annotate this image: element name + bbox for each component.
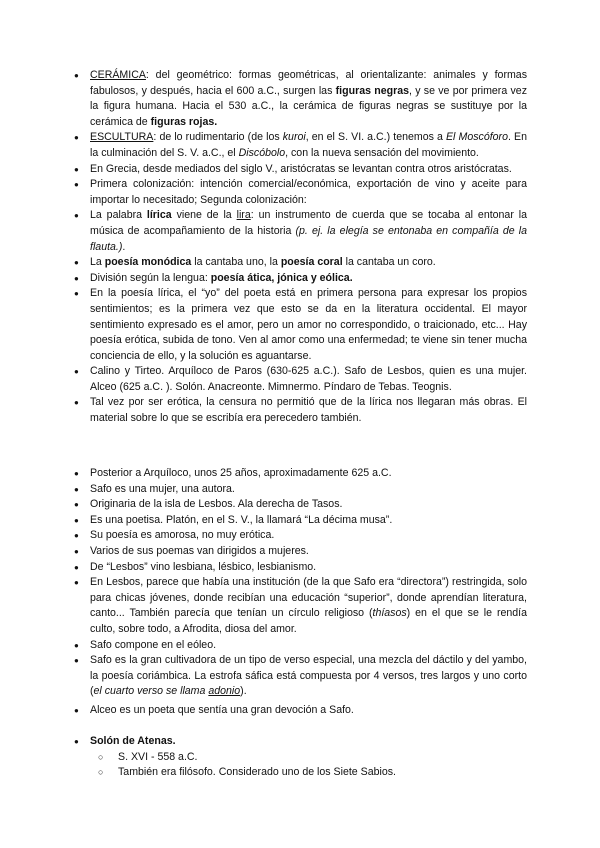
sub-list-item: ○ También era filósofo. Considerado uno de los Siete Sabios. [90,765,527,781]
list-item: ● En Grecia, desde mediados del siglo V., aristócratas se levantan contra otros aristócratas. [90,162,527,178]
list-item: ● En la poesía lírica, el “yo” del poeta está en primera persona para expresar los propios sentimientos; es la primera vez que esto se da en la literatura occidental. El mayor sentimiento expresado es el amor, pero un amor no correspondido, o traicionado, etc... Hay poesía erótica, subida de tono. Ven al amor como una enfermedad; te viene sin tener mucha conciencia de ello, y la solución es aguantarse. [90,286,527,364]
bullet-list-alceo [90,703,527,719]
bullet-list-safo [90,466,527,700]
list-item-monodica: ● La poesía monódica la cantaba uno, la poesía coral la cantaba un coro. [90,255,527,271]
list-item: ● Posterior a Arquíloco, unos 25 años, aproximadamente 625 a.C. [90,466,527,482]
list-item: ● Originaria de la isla de Lesbos. Ala derecha de Tasos. [90,497,527,513]
list-item-lesbos: ● En Lesbos, parece que había una institución (de la que Safo era “directora”) restringida, solo para chicas jóvenes, donde recibían una educación “superior”, donde aprendían literatura, canto... También parecía que tenían un círculo religioso (thíasos) en el que se le rendía culto, sobre todo, a Afrodita, diosa del amor. [90,575,527,637]
list-item: ● Primera colonización: intención comercial/económica, exportación de vino y aceite para importar lo necesitado; Segunda colonización: [90,177,527,208]
sub-list [90,750,527,781]
list-item: ● Alceo es un poeta que sentía una gran devoción a Safo. [90,703,527,719]
list-item-ceramica: ● CERÁMICA: del geométrico: formas geométricas, al orientalizante: animales y formas fabulosos, y después, hacia el 600 a.C., surgen las figuras negras, y se ve por primera vez la figura humana. Hacia el 530 a.C., la cerámica de figuras negras se sustituye por la cerámica de figuras rojas. [90,68,527,130]
list-item: ● Varios de sus poemas van dirigidos a mujeres. [90,544,527,560]
list-item-lirica: ● La palabra lírica viene de la lira: un instrumento de cuerda que se tocaba al entonar la música de acompañamiento de la historia (p. ej. la elegía se entonaba en compañía de la flauta.). [90,208,527,255]
list-item: ● De “Lesbos” vino lesbiana, lésbico, lesbianismo. [90,560,527,576]
list-item: ● Tal vez por ser erótica, la censura no permitió que de la lírica nos llegaran más obras. El material sobre lo que se escribía era perecedero también. [90,395,527,426]
sub-list-item: ○ S. XVI - 558 a.C. [90,750,527,766]
list-item: ● Es una poetisa. Platón, en el S. V., la llamará “La décima musa”. [90,513,527,529]
list-item: ● Safo compone en el eóleo. [90,638,527,654]
bullet-list-history [90,68,527,427]
list-item-verso: ● Safo es la gran cultivadora de un tipo de verso especial, una mezcla del dáctilo y del yambo, la poesía coriámbica. La estrofa sáfica está compuesta por 4 versos, tres largos y uno corto (el cuarto verso se llama adonio). [90,653,527,700]
solon-heading: Solón de Atenas. [90,735,176,747]
list-item: ● Calino y Tirteo. Arquíloco de Paros (630-625 a.C.). Safo de Lesbos, quien es una mujer. Alceo (625 a.C. ). Solón. Anacreonte. Mimnermo. Píndaro de Tebas. Teognis. [90,364,527,395]
list-item: ● Su poesía es amorosa, no muy erótica. [90,528,527,544]
list-item: ● Safo es una mujer, una autora. [90,482,527,498]
list-item-solon [90,734,527,781]
list-item-escultura: ● ESCULTURA: de lo rudimentario (de los kuroi, en el S. VI. a.C.) tenemos a El Moscóforo. En la culminación del S. V. a.C., el Discóbolo, con la nueva sensación del movimiento. [90,130,527,161]
list-item-lengua: ● División según la lengua: poesía ática, jónica y eólica. [90,271,527,287]
bullet-list-solon [90,734,527,781]
